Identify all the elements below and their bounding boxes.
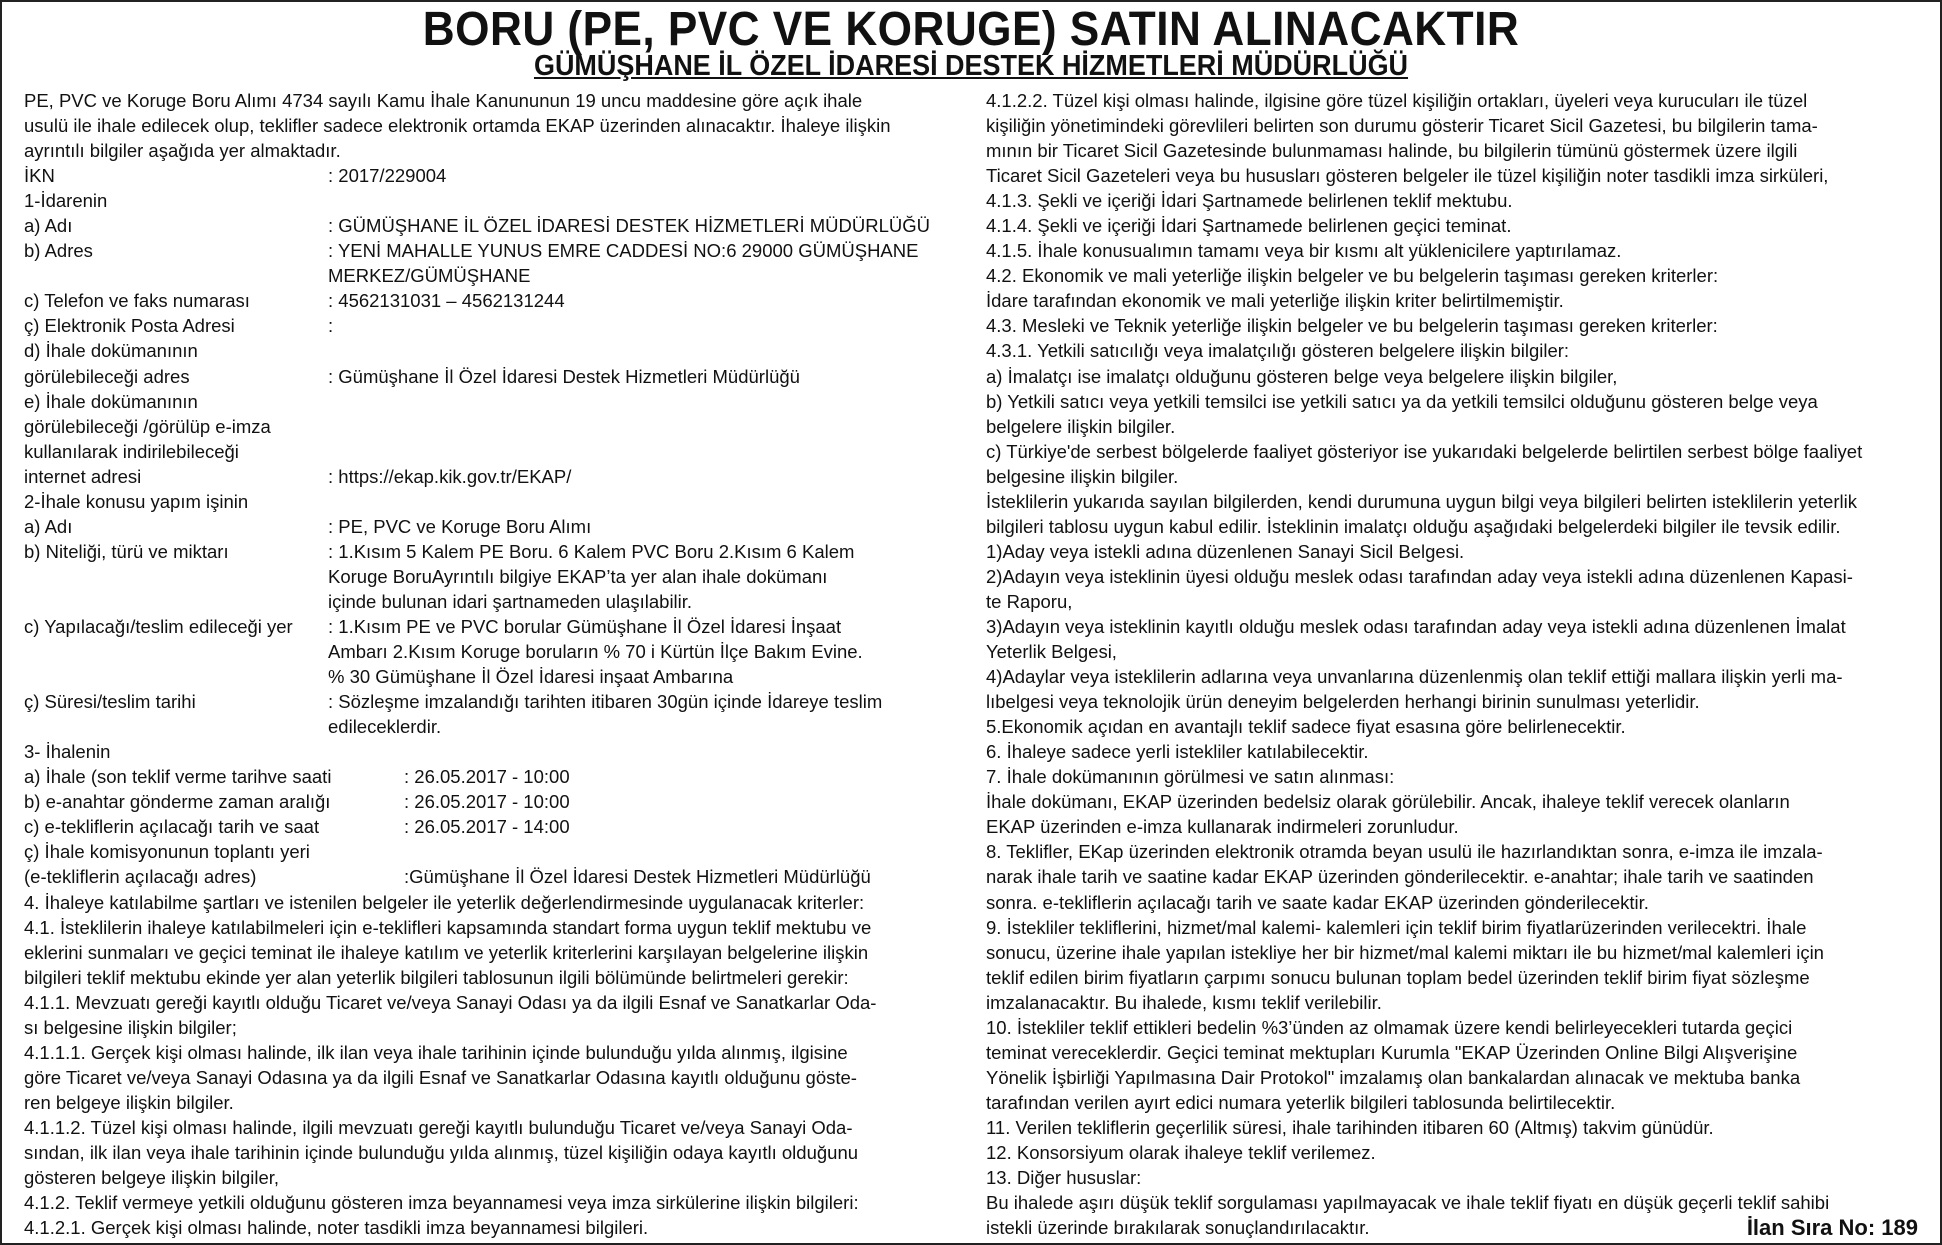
body-line: 4.1.1.2. Tüzel kişi olması halinde, ilgili mevzuatı gereği kayıtlı bulunduğu Ticaret ve/veya Sanayi Oda- <box>24 1116 853 1138</box>
field-value: : YENİ MAHALLE YUNUS EMRE CADDESİ NO:6 29000 GÜMÜŞHANE <box>328 240 919 262</box>
body-line: İdare tarafından ekonomik ve mali yeterliğe ilişkin kriter belirtilmemiştir. <box>986 290 1564 312</box>
body-line: belgesine ilişkin bilgiler. <box>986 465 1179 487</box>
sec1-adi-row <box>24 213 982 238</box>
field-label: internet adresi <box>24 465 142 487</box>
internet-address: : https://ekap.kik.gov.tr/EKAP/ <box>328 465 572 487</box>
body-line: teminat vereceklerdir. Geçici teminat mektupları Kurumla "EKAP Üzerinden Online Bilgi Alışverişine <box>986 1041 1798 1063</box>
body-line: 9. İstekliler tekliflerini, hizmet/mal kalemi- kalemleri için teklif birim fiyatlarüzerinden verilecektri. İhale <box>986 916 1807 938</box>
intro-line: ayrıntılı bilgiler aşağıda yer almaktadır. <box>24 140 341 162</box>
sec1-dok-row <box>24 364 982 389</box>
body-line: kişiliğin yönetimindeki görevlileri belirten son durumu gösterir Ticaret Sicil Gazetesi, bu bilgilerin tama- <box>986 115 1818 137</box>
body-line: 5.Ekonomik açıdan en avantajlı teklif sadece fiyat esasına göre belirlenecektir. <box>986 716 1626 738</box>
field-value: : PE, PVC ve Koruge Boru Alımı <box>328 515 592 537</box>
field-value: Ambarı 2.Kısım Koruge boruların % 70 i Kürtün İlçe Bakım Evine. <box>328 641 863 663</box>
body-line: sonra. e-tekliflerin açılacağı tarih ve saate kadar EKAP üzerinden gönderilecektir. <box>986 891 1649 913</box>
body-line: b) Yetkili satıcı veya yetkili temsilci ise yetkili satıcı ya da yetkili temsilci olduğunu gösteren belge veya <box>986 390 1818 412</box>
field-value: : 26.05.2017 - 10:00 <box>404 791 570 813</box>
body-line: tarafından verilen ayırt edici numara yeterlik bilgileri tablosunda belirtilecektir. <box>986 1091 1616 1113</box>
sec3-ihale-row <box>24 764 982 789</box>
right-column <box>986 88 1930 1240</box>
sec1-tel-row <box>24 288 982 313</box>
field-value: : <box>328 315 334 337</box>
field-value: : 4562131031 – 4562131244 <box>328 290 565 312</box>
body-line: 4.2. Ekonomik ve mali yeterliğe ilişkin belgeler ve bu belgelerin taşıması gereken kriterler: <box>986 265 1719 287</box>
field-label: a) Adı <box>24 515 73 537</box>
field-label: a) Adı <box>24 215 73 237</box>
body-line: bilgileri tablosu uygun kabul edilir. İsteklinin imalatçı olduğu aşağıdaki belgelerdeki bilgiler ile tevsik edilir. <box>986 515 1841 537</box>
field-value: içinde bulunan idari şartnameden ulaşılabilir. <box>328 590 693 612</box>
left-column <box>24 88 982 1240</box>
field-value: % 30 Gümüşhane İl Özel İdaresi inşaat Ambarına <box>328 666 734 688</box>
body-line: lıbelgesi veya teknolojik ürün deneyim belgelerden herhangi birinin sunulması yeterlidir. <box>986 691 1700 713</box>
ilan-number: İlan Sıra No: 189 <box>1746 1215 1918 1240</box>
field-value: :Gümüşhane İl Özel İdaresi Destek Hizmetleri Müdürlüğü <box>404 866 871 888</box>
body-line: 11. Verilen tekliflerin geçerlilik süresi, ihale tarihinden itibaren 60 (Altmış) takvim günüdür. <box>986 1116 1714 1138</box>
field-value: edileceklerdir. <box>328 716 442 738</box>
body-line: 4.1.4. Şekli ve içeriği İdari Şartnamede belirlenen geçici teminat. <box>986 215 1512 237</box>
page-title: BORU (PE, PVC VE KORUGE) SATIN ALINACAKTIR <box>422 3 1520 56</box>
body-line: Ticaret Sicil Gazeteleri veya bu hususları gösteren belgeler ile tüzel kişiliğin noter tasdikli imza sirküleri, <box>986 165 1829 187</box>
body-line: Bu ihalede aşırı düşük teklif sorgulaması yapılmayacak ve ihale teklif fiyatı en düşük geçerli teklif sahibi <box>986 1192 1830 1214</box>
body-line: İsteklilerin yukarıda sayılan bilgilerden, kendi durumuna uygun bilgi veya bilgileri belirten isteklilerin yeterlik <box>986 490 1857 512</box>
intro-line: usulü ile ihale edilecek olup, teklifler sadece elektronik ortamda EKAP üzerinden alınacaktır. İhaleye ilişkin <box>24 115 891 137</box>
field-value: : Gümüşhane İl Özel İdaresi Destek Hizmetleri Müdürlüğü <box>328 365 800 387</box>
sec3-komisyon-row <box>24 864 982 889</box>
sec2-yer-row <box>24 614 982 689</box>
body-line: eklerini sunmaları ve geçici teminat ile ihaleye katılım ve yeterlik kriterlerini karşılayan belgelerine ilişkin <box>24 941 869 963</box>
body-line: 13. Diğer hususlar: <box>986 1167 1142 1189</box>
body-line: 7. İhale dokümanının görülmesi ve satın alınması: <box>986 766 1395 788</box>
field-label: c) e-tekliflerin açılacağı tarih ve saat <box>24 816 320 838</box>
body-line: gösteren belgeye ilişkin bilgiler, <box>24 1167 280 1189</box>
sec1-adres-row <box>24 238 982 288</box>
field-value: : 1.Kısım 5 Kalem PE Boru. 6 Kalem PVC Boru 2.Kısım 6 Kalem <box>328 540 855 562</box>
section1-heading: 1-İdarenin <box>24 190 108 212</box>
body-line: ren belgeye ilişkin bilgiler. <box>24 1091 234 1113</box>
body-line: belgelere ilişkin bilgiler. <box>986 415 1176 437</box>
body-line: Yeterlik Belgesi, <box>986 641 1117 663</box>
body-line: 1)Aday veya istekli adına düzenlenen Sanayi Sicil Belgesi. <box>986 540 1465 562</box>
body-line: 4.3. Mesleki ve Teknik yeterliğe ilişkin belgeler ve bu belgelerin taşıması gereken kriterler: <box>986 315 1718 337</box>
field-label: a) İhale (son teklif verme tarihve saati <box>24 766 332 788</box>
body-line: 4.1.2.2. Tüzel kişi olması halinde, ilgisine göre tüzel kişiliğin ortakları, üyeleri veya kurucuları ile tüzel <box>986 90 1808 111</box>
body-line: 4. İhaleye katılabilme şartları ve istenilen belgeler ile yeterlik değerlendirmesinde uygulanacak kriterler: <box>24 891 865 913</box>
body-line: 6. İhaleye sadece yerli istekliler katılabilecektir. <box>986 741 1369 763</box>
body-line: 4.1.1.1. Gerçek kişi olması halinde, ilk ilan veya ihale tarihinin içinde bulunduğu yılda alınmış, ilgisine <box>24 1041 848 1063</box>
body-line: istekli üzerinde bırakılarak sonuçlandırılacaktır. <box>986 1217 1370 1239</box>
body-line: a) İmalatçı ise imalatçı olduğunu gösteren belge veya belgelere ilişkin bilgiler, <box>986 365 1618 387</box>
body-line: te Raporu, <box>986 590 1073 612</box>
ikn-value: : 2017/229004 <box>328 165 447 187</box>
body-line: 3)Adayın veya isteklinin kayıtlı olduğu meslek odası tarafından aday veya istekli adına düzenlenen İmalat <box>986 615 1846 637</box>
ikn-row <box>24 163 982 188</box>
field-label: d) İhale dokümanının <box>24 340 198 362</box>
field-label: b) Adres <box>24 240 93 262</box>
field-value: : Sözleşme imzalandığı tarihten itibaren 30gün içinde İdareye teslim <box>328 691 883 713</box>
field-value: : 26.05.2017 - 14:00 <box>404 816 570 838</box>
body-line: 4.1.2.1. Gerçek kişi olması halinde, noter tasdikli imza beyannamesi bilgileri. <box>24 1217 649 1239</box>
body-line: c) Türkiye'de serbest bölgelerde faaliyet gösteriyor ise yukarıdaki belgelerde belirtilen serbest bölge faaliyet <box>986 440 1863 462</box>
field-label: (e-tekliflerin açılacağı adres) <box>24 866 257 888</box>
page-subtitle: GÜMÜŞHANE İL ÖZEL İDARESİ DESTEK HİZMETLERİ MÜDÜRLÜĞÜ <box>533 50 1409 82</box>
body-line: bilgileri teklif mektubu ekinde yer alan yeterlik bilgileri tablosunun ilgili bölümünde belirtmeleri gerekir: <box>24 966 849 988</box>
field-label: görülebileceği /görülüp e-imza <box>24 415 271 437</box>
intro-line: PE, PVC ve Koruge Boru Alımı 4734 sayılı Kamu İhale Kanununun 19 uncu maddesine göre açık ihale <box>24 90 863 111</box>
body-line: 4.3.1. Yetkili satıcılığı veya imalatçılığı gösteren belgelere ilişkin bilgiler: <box>986 340 1570 362</box>
field-label: b) e-anahtar gönderme zaman aralığı <box>24 791 331 813</box>
body-line: 4)Adaylar veya isteklilerin adlarına veya unvanlarına düzenlenmiş olan teklif ettiği mallara ilişkin yerli ma- <box>986 666 1843 688</box>
sec1-eposta-row <box>24 313 982 338</box>
body-line: 4.1.3. Şekli ve içeriği İdari Şartnamede belirlenen teklif mektubu. <box>986 190 1513 212</box>
ikn-label: İKN <box>24 165 55 187</box>
field-label: görülebileceği adres <box>24 365 190 387</box>
body-line: EKAP üzerinden e-imza kullanarak indirmeleri zorunludur. <box>986 816 1459 838</box>
body-line: Yönelik İşbirliği Yapılmasına Dair Protokol" imzalamış olan bankalardan alınacak ve mektuba banka <box>986 1066 1801 1088</box>
body-line: 4.1.5. İhale konusualımın tamamı veya bir kısmı alt yüklenicilere yaptırılamaz. <box>986 240 1622 262</box>
body-line: sı belgesine ilişkin bilgiler; <box>24 1016 237 1038</box>
field-label: b) Niteliği, türü ve miktarı <box>24 540 229 562</box>
body-line: 4.1. İsteklilerin ihaleye katılabilmeleri için e-teklifleri kapsamında standart forma uygun teklif mektubu ve <box>24 916 872 938</box>
sec2-adi-row <box>24 514 982 539</box>
section2-heading: 2-İhale konusu yapım işinin <box>24 490 249 512</box>
body-line: 10. İstekliler teklif ettikleri bedelin %3’ünden az olmamak üzere kendi belirleyecekleri tutarda geçici <box>986 1016 1793 1038</box>
sec2-sure-row <box>24 689 982 739</box>
body-line: sonucu, üzerine ihale yapılan istekliye her bir hizmet/mal kalemi miktarı ile bu hizmet/mal kalemleri için <box>986 941 1824 963</box>
field-value: MERKEZ/GÜMÜŞHANE <box>328 265 531 287</box>
field-label: ç) İhale komisyonunun toplantı yeri <box>24 841 310 863</box>
body-line: İhale dokümanı, EKAP üzerinden bedelsiz olarak görülebilir. Ancak, ihaleye teklif verecek olanların <box>986 791 1790 813</box>
sec2-nitelik-row <box>24 539 982 614</box>
body-line: 4.1.2. Teklif vermeye yetkili olduğunu gösteren imza beyannamesi veya imza sirkülerine ilişkin bilgileri: <box>24 1192 859 1214</box>
body-line: 2)Adayın veya isteklinin üyesi olduğu meslek odası tarafından aday veya istekli adına düzenlenen Kapasi- <box>986 565 1853 587</box>
body-line: mının bir Ticaret Sicil Gazetesinde bulunmaması halinde, bu bilgilerin tümünü göstermek üzere ilgili <box>986 140 1798 162</box>
field-value: : 26.05.2017 - 10:00 <box>404 766 570 788</box>
body-line: göre Ticaret ve/veya Sanayi Odasına ya da ilgili Esnaf ve Sanatkarlar Odasına kayıtlı olduğunu göste- <box>24 1066 857 1088</box>
field-value: : GÜMÜŞHANE İL ÖZEL İDARESİ DESTEK HİZMETLERİ MÜDÜRLÜĞÜ <box>328 215 931 237</box>
left-body-text <box>24 890 982 1241</box>
sec1-internet-row <box>24 464 982 489</box>
body-line: 12. Konsorsiyum olarak ihaleye teklif verilemez. <box>986 1141 1376 1163</box>
body-line: imzalanacaktır. Bu ihalede, kısmı teklif verilebilir. <box>986 991 1382 1013</box>
field-label: e) İhale dokümanının <box>24 390 198 412</box>
field-label: ç) Süresi/teslim tarihi <box>24 691 196 713</box>
section3-heading: 3- İhalenin <box>24 741 111 763</box>
field-value: : 1.Kısım PE ve PVC borular Gümüşhane İl Özel İdaresi İnşaat <box>328 615 842 637</box>
field-label: ç) Elektronik Posta Adresi <box>24 315 235 337</box>
sec3-eanahtar-row <box>24 789 982 814</box>
field-label: c) Yapılacağı/teslim edileceği yer <box>24 615 293 637</box>
body-line: 8. Teklifler, EKap üzerinden elektronik otramda beyan usulü ile hazırlandıktan sonra, e-imza ile imzala- <box>986 841 1823 863</box>
body-line: teklif edilen birim fiyatların çarpımı sonucu bulunan toplam bedel üzerinden teklif birim fiyat sözleşme <box>986 966 1810 988</box>
field-label: kullanılarak indirilebileceği <box>24 440 239 462</box>
body-line: narak ihale tarih ve saatine kadar EKAP üzerinden gönderilecektir. e-anahtar; ihale tarih ve saatinden <box>986 866 1814 888</box>
field-value: Koruge BoruAyrıntılı bilgiye EKAP’ta yer alan ihale dokümanı <box>328 565 828 587</box>
sec3-acilis-row <box>24 814 982 839</box>
body-line: 4.1.1. Mevzuatı gereği kayıtlı olduğu Ticaret ve/veya Sanayi Odası ya da ilgili Esnaf ve Sanatkarlar Oda- <box>24 991 877 1013</box>
field-label: c) Telefon ve faks numarası <box>24 290 250 312</box>
body-line: sından, ilk ilan veya ihale tarihinin içinde bulunduğu yılda alınmış, tüzel kişiliğin odaya kayıtlı olduğunu <box>24 1141 859 1163</box>
